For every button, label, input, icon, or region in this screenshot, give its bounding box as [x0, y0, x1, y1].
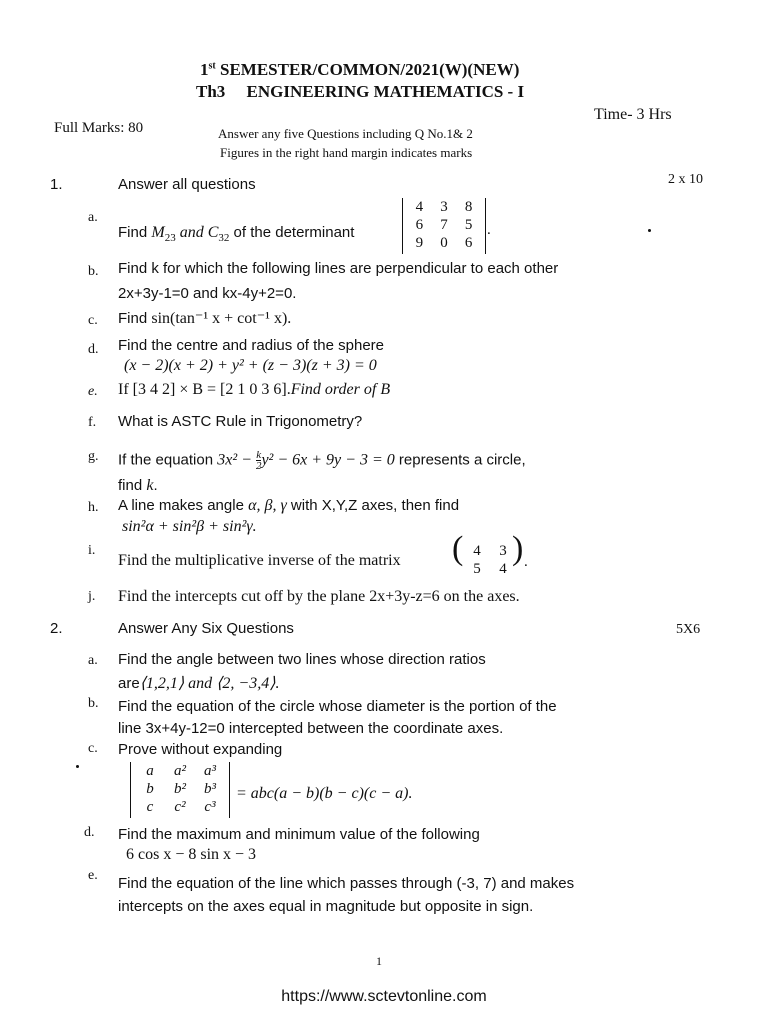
q2c-label: c.	[88, 741, 98, 756]
q1h-line2: sin²α + sin²β + sin²γ.	[122, 518, 257, 535]
q2a-label: a.	[88, 653, 98, 668]
matrix-cell: a³	[204, 763, 216, 779]
q1h-label: h.	[88, 500, 99, 515]
matrix-cell: a²	[174, 763, 186, 779]
time-label: Time- 3 Hrs	[594, 106, 672, 123]
q1a-determinant	[402, 198, 486, 254]
q2-marks: 5X6	[676, 622, 701, 637]
page-number: 1	[376, 954, 382, 968]
q2c-matrix-grid	[131, 762, 229, 816]
matrix-right-paren: )	[512, 530, 524, 567]
q2e-label: e.	[88, 868, 98, 883]
matrix-cell: 9	[415, 235, 424, 251]
q1h-line1: A line makes angle α, β, γ with X,Y,Z axes, then find	[118, 497, 460, 514]
q1e-text: If [3 4 2] × B = [2 1 0 3 6].Find order of B	[118, 381, 391, 398]
q1d-line2: (x − 2)(x + 2) + y² + (z − 3)(z + 3) = 0	[124, 357, 377, 374]
q2b-line2: line 3x+4y-12=0 intercepted between the coordinate axes.	[118, 720, 504, 737]
q1a-label: a.	[88, 210, 98, 225]
q2e-line1: Find the equation of the line which passes through (-3, 7) and makes	[118, 875, 575, 892]
q1f-text: What is ASTC Rule in Trigonometry?	[118, 413, 363, 430]
matrix-left-paren: (	[452, 530, 464, 567]
q1d-label: d.	[88, 342, 99, 357]
matrix-cell: 3	[440, 199, 448, 215]
q1i-matrix	[464, 542, 516, 578]
matrix-cell: 4	[415, 199, 424, 215]
q1a-matrix-grid	[403, 198, 485, 252]
q1f-label: f.	[88, 415, 97, 430]
exam-title: 1st SEMESTER/COMMON/2021(W)(NEW)	[200, 60, 520, 79]
q2d-line1: Find the maximum and minimum value of the following	[118, 826, 480, 843]
q2c-line1: Prove without expanding	[118, 741, 283, 758]
q1g-fraction: $\frac{k}{2}$	[255, 449, 262, 472]
stray-dot	[648, 229, 651, 232]
full-marks-label: Full Marks: 80	[54, 120, 144, 136]
q1i-label: i.	[88, 543, 96, 558]
q1b-line2: 2x+3y-1=0 and kx-4y+2=0.	[118, 285, 297, 302]
q2d-label: d.	[84, 825, 95, 840]
matrix-cell: 3	[499, 543, 507, 559]
subject-title: Th3 ENGINEERING MATHEMATICS - I	[196, 82, 525, 101]
matrix-cell: c²	[174, 799, 186, 815]
q2c-determinant	[130, 762, 230, 818]
q1g-line2: find k.	[118, 477, 158, 494]
q2b-line1: Find the equation of the circle whose diameter is the portion of the	[118, 698, 557, 715]
q1i-matrix-grid	[464, 542, 516, 578]
q1a-end: .	[487, 222, 491, 238]
q1-number: 1.	[50, 176, 63, 193]
instruction-line-2: Figures in the right hand margin indicates marks	[220, 145, 473, 160]
q1-marks: 2 x 10	[668, 172, 703, 187]
matrix-cell: 5	[473, 561, 481, 577]
q1b-line1: Find k for which the following lines are perpendicular to each other	[118, 260, 559, 277]
q1c-text: Find sin(tan⁻¹ x + cot⁻¹ x).	[118, 310, 292, 327]
q1b-label: b.	[88, 264, 99, 279]
footer-url[interactable]: https://www.sctevtonline.com	[281, 988, 487, 1005]
matrix-cell: 8	[464, 199, 473, 215]
q2a-line1: Find the angle between two lines whose direction ratios	[118, 651, 486, 668]
matrix-cell: c³	[204, 799, 216, 815]
matrix-cell: a	[146, 763, 154, 779]
q2e-line2: intercepts on the axes equal in magnitude but opposite in sign.	[118, 898, 534, 915]
matrix-cell: c	[146, 799, 154, 815]
q1d-line1: Find the centre and radius of the sphere	[118, 337, 385, 354]
matrix-cell: 5	[464, 217, 473, 233]
stray-dot	[76, 765, 79, 768]
q1-heading: Answer all questions	[118, 176, 256, 193]
q1g-line1: If the equation 3x² − $\frac{k}{2}$ y² − 6x + 9y − 3 = 0 represents a circle,	[118, 449, 526, 472]
matrix-cell: 6	[464, 235, 473, 251]
q1j-label: j.	[88, 589, 96, 604]
matrix-cell: b²	[174, 781, 186, 797]
q2c-rhs: = abc(a − b)(b − c)(c − a).	[236, 785, 413, 802]
q1e-label: e.	[88, 384, 98, 399]
q1c-label: c.	[88, 313, 98, 328]
q1g-label: g.	[88, 449, 99, 464]
q2-number: 2.	[50, 620, 63, 637]
matrix-cell: 0	[440, 235, 448, 251]
q1i-text: Find the multiplicative inverse of the matrix	[118, 552, 401, 569]
q1j-text: Find the intercepts cut off by the plane 2x+3y-z=6 on the axes.	[118, 588, 520, 605]
matrix-cell: 4	[499, 561, 507, 577]
matrix-cell: b³	[204, 781, 216, 797]
matrix-cell: 6	[415, 217, 424, 233]
q1i-end: .	[524, 554, 528, 570]
matrix-cell: 7	[440, 217, 448, 233]
matrix-cell: b	[146, 781, 154, 797]
q2a-line2: are⟨1,2,1⟩ and ⟨2, −3,4⟩.	[118, 675, 280, 692]
q2d-line2: 6 cos x − 8 sin x − 3	[126, 846, 257, 863]
q2b-label: b.	[88, 696, 99, 711]
q1a-text: Find $M_{23}$ and $C_{32}$ of the determinant	[118, 224, 355, 244]
q2-heading: Answer Any Six Questions	[118, 620, 294, 637]
instruction-line-1: Answer any five Questions including Q No.1& 2	[218, 126, 473, 141]
matrix-cell: 4	[473, 543, 481, 559]
